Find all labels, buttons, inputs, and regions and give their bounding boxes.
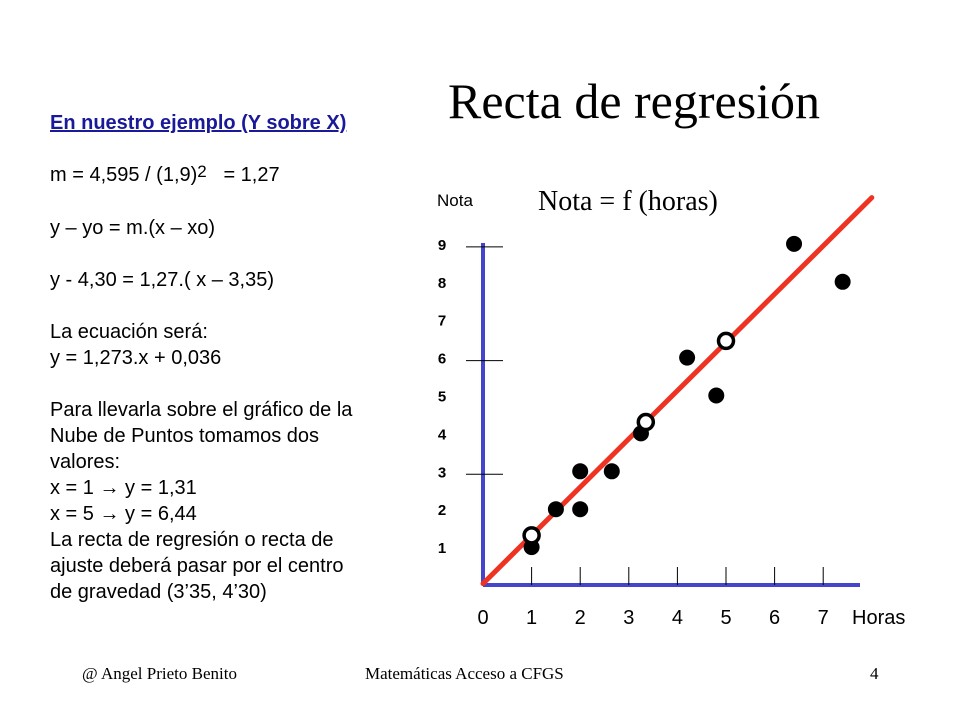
point-slope-formula: y – yo = m.(x – xo) xyxy=(50,217,216,239)
x-tick-label: 0 xyxy=(477,607,489,629)
regression-line xyxy=(483,198,872,584)
y-tick-label: 4 xyxy=(437,426,447,444)
value-pair-1: x = 1 → y = 1,31 xyxy=(50,477,197,499)
x-tick-label: 4 xyxy=(671,607,683,629)
plot-intro-line-2: Nube de Puntos tomamos dos xyxy=(50,425,320,447)
page-number: 4 xyxy=(870,664,879,683)
data-point xyxy=(786,236,802,252)
line-reference-point xyxy=(524,528,539,543)
slope-result: = 1,27 xyxy=(223,164,280,186)
x-tick-label: 5 xyxy=(720,607,732,629)
line-reference-point xyxy=(638,415,653,430)
y-tick-label: 5 xyxy=(437,388,447,406)
slope-formula: m = 4,595 / (1,9) xyxy=(50,164,198,186)
x-tick-label: 7 xyxy=(817,607,829,629)
data-point xyxy=(572,501,588,517)
x-tick-label: 3 xyxy=(623,607,635,629)
footer-course: Matemáticas Acceso a CFGS xyxy=(365,664,564,683)
slide-title: Recta de regresión xyxy=(448,73,821,129)
data-point xyxy=(604,463,620,479)
conclusion-line-2: ajuste deberá pasar por el centro xyxy=(50,555,344,577)
y-tick-label: 1 xyxy=(437,540,447,558)
data-point xyxy=(835,274,851,290)
value-pair-2: x = 5 → y = 6,44 xyxy=(50,503,197,525)
y-tick-label: 7 xyxy=(437,312,447,330)
regression-equation: y = 1,273.x + 0,036 xyxy=(50,347,222,369)
chart-marks xyxy=(438,198,872,629)
y-axis-label: Nota xyxy=(437,191,473,210)
data-point xyxy=(679,350,695,366)
y-tick-label: 8 xyxy=(437,274,447,292)
data-point xyxy=(572,463,588,479)
x-tick-label: 1 xyxy=(526,607,538,629)
data-point xyxy=(708,388,724,404)
plot-intro-line-3: valores: xyxy=(50,451,121,473)
slope-exponent: 2 xyxy=(197,162,207,181)
conclusion-line-1: La recta de regresión o recta de xyxy=(50,529,334,551)
x-tick-label: 2 xyxy=(574,607,586,629)
y-tick-label: 9 xyxy=(437,236,447,254)
x-axis-label: Horas xyxy=(852,607,906,629)
y-tick-label: 6 xyxy=(437,350,447,368)
chart-title: Nota = f (horas) xyxy=(538,186,718,217)
data-point xyxy=(548,501,564,517)
x-tick-label: 6 xyxy=(769,607,781,629)
explanation-heading: En nuestro ejemplo (Y sobre X) xyxy=(50,112,347,134)
y-tick-label: 3 xyxy=(437,464,447,482)
plot-intro-line-1: Para llevarla sobre el gráfico de la xyxy=(50,399,353,421)
equation-intro: La ecuación será: xyxy=(50,321,208,343)
substituted-formula: y - 4,30 = 1,27.( x – 3,35) xyxy=(50,269,275,291)
y-tick-label: 2 xyxy=(437,502,447,520)
line-reference-point xyxy=(719,333,734,348)
footer-author: @ Angel Prieto Benito xyxy=(82,664,237,683)
conclusion-line-3: de gravedad (3’35, 4’30) xyxy=(50,581,267,603)
